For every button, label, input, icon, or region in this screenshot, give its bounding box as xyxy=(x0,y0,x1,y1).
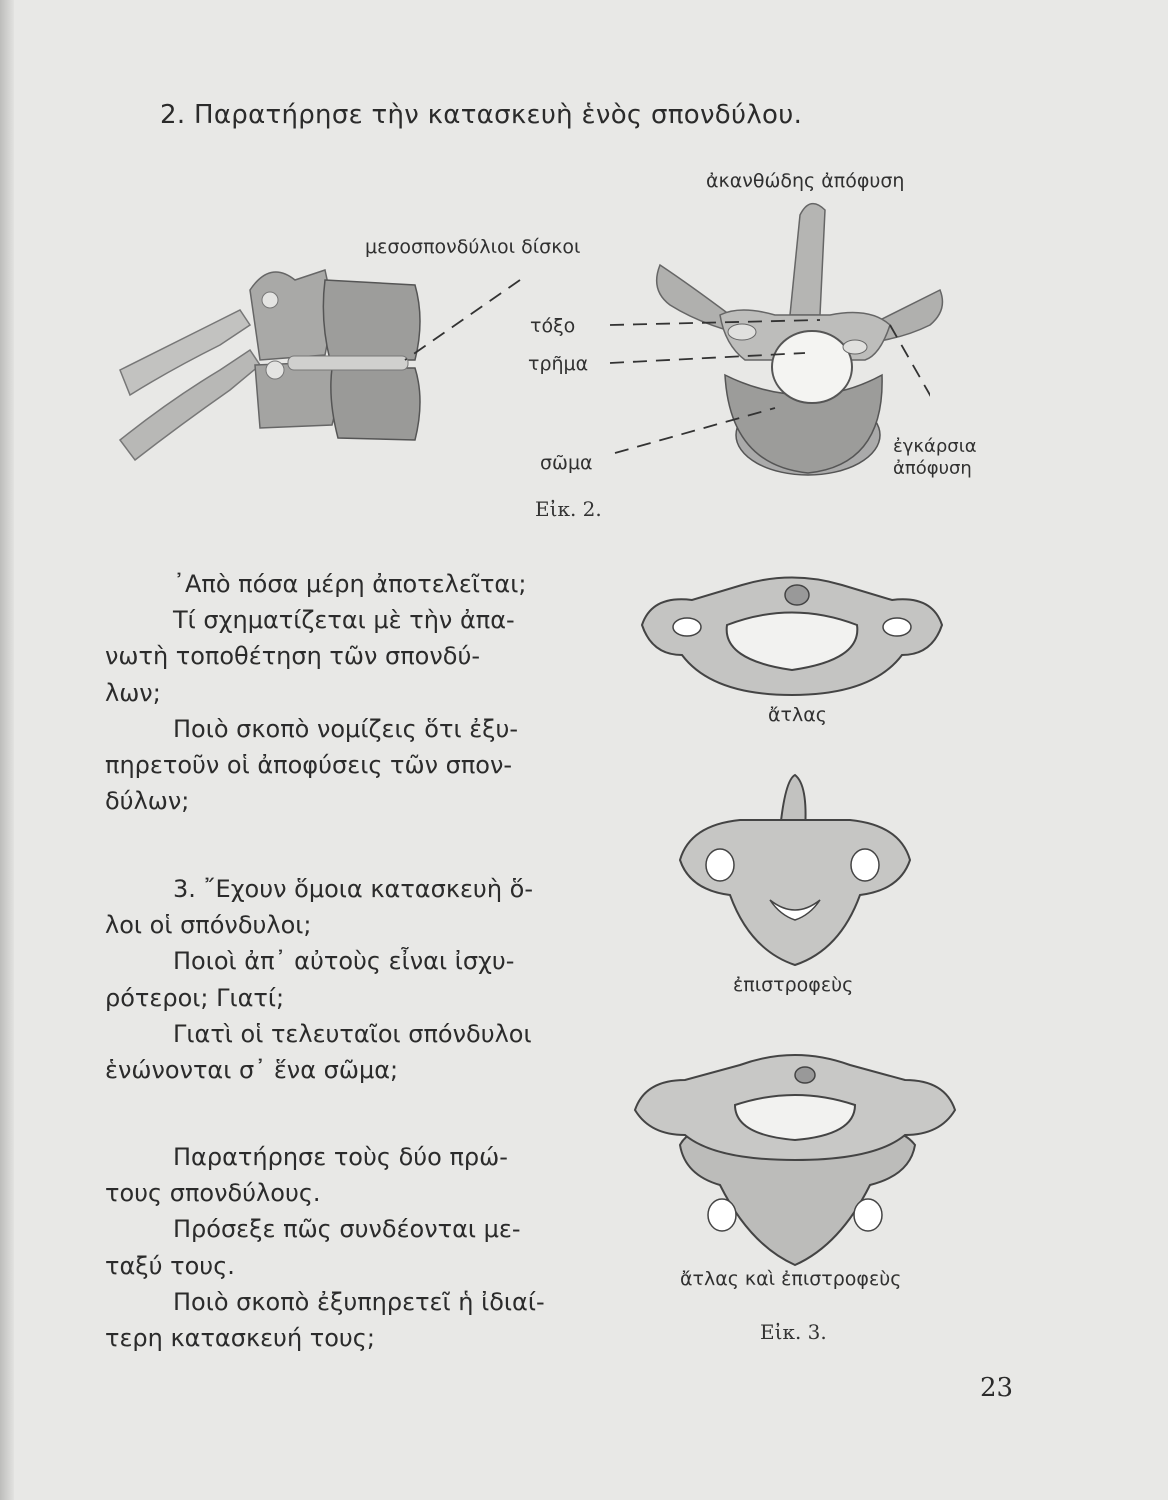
label-atlas: ἄτλας xyxy=(768,704,827,726)
label-arch: τόξο xyxy=(530,315,576,337)
fig2-caption: Εἰκ. 2. xyxy=(535,497,602,521)
question-line: δύλων; xyxy=(105,787,190,816)
label-transverse-process-line2: ἀπόφυση xyxy=(893,458,972,479)
atlas-illustration xyxy=(632,565,952,710)
vertebrae-side-view-illustration xyxy=(110,250,430,470)
label-spinous-process: ἀκανθώδης ἀπόφυση xyxy=(706,170,905,192)
question-line: τους σπονδύλους. xyxy=(105,1179,321,1208)
section-2-heading: 2. Παρατήρησε τὴν κατασκευὴ ἑνὸς σπονδύλου. xyxy=(160,100,803,130)
questions-block-2 xyxy=(105,871,585,1088)
question-line: ρότεροι; Γιατί; xyxy=(105,983,285,1012)
page-number: 23 xyxy=(980,1373,1014,1403)
label-intervertebral-discs: μεσοσπονδύλιοι δίσκοι xyxy=(365,236,581,258)
question-line: 3. ῎Εχουν ὅμοια κατασκευὴ ὅ- xyxy=(173,875,533,903)
question-line: τερη κατασκευή τους; xyxy=(105,1324,375,1353)
label-axis: ἐπιστροφεὺς xyxy=(733,974,854,996)
fig2-leader-lines xyxy=(390,270,930,470)
question-line: Γιατὶ οἱ τελευταῖοι σπόνδυλοι xyxy=(173,1019,532,1048)
question-line: ᾿Απὸ πόσα μέρη ἀποτελεῖται; xyxy=(173,570,527,598)
page-binding-edge xyxy=(0,0,14,1500)
question-line: ταξύ τους. xyxy=(105,1251,235,1280)
question-line: Τί σχηματίζεται μὲ τὴν ἀπα- xyxy=(173,606,515,635)
question-line: Ποιὸ σκοπὸ ἐξυπηρετεῖ ἡ ἰδιαί- xyxy=(173,1287,545,1316)
question-line: λων; xyxy=(105,678,161,707)
question-line: Πρόσεξε πῶς συνδέονται με- xyxy=(173,1215,521,1244)
label-transverse-process-line1: ἐγκάρσια xyxy=(893,436,977,457)
fig3-caption: Εἰκ. 3. xyxy=(760,1320,827,1344)
label-atlas-and-axis: ἄτλας καὶ ἐπιστροφεὺς xyxy=(680,1268,902,1290)
question-line: Ποιὸ σκοπὸ νομίζεις ὅτι ἐξυ- xyxy=(173,714,519,743)
question-line: Παρατήρησε τοὺς δύο πρώ- xyxy=(173,1143,508,1171)
questions-block-3 xyxy=(105,1139,585,1356)
questions-block-1 xyxy=(105,566,585,819)
question-line: Ποιοὶ ἀπ᾿ αὐτοὺς εἶναι ἰσχυ- xyxy=(173,947,515,976)
label-body: σῶμα xyxy=(540,452,593,474)
question-line: νωτὴ τοποθέτηση τῶν σπονδύ- xyxy=(105,642,480,671)
question-line: λοι οἱ σπόνδυλοι; xyxy=(105,911,312,940)
question-line: ἑνώνονται σ᾿ ἕνα σῶμα; xyxy=(105,1056,399,1085)
label-foramen: τρῆμα xyxy=(528,353,589,375)
atlas-and-axis-illustration xyxy=(630,1045,960,1270)
axis-illustration xyxy=(660,770,925,970)
question-line: πηρετοῦν οἱ ἀποφύσεις τῶν σπον- xyxy=(105,751,513,780)
